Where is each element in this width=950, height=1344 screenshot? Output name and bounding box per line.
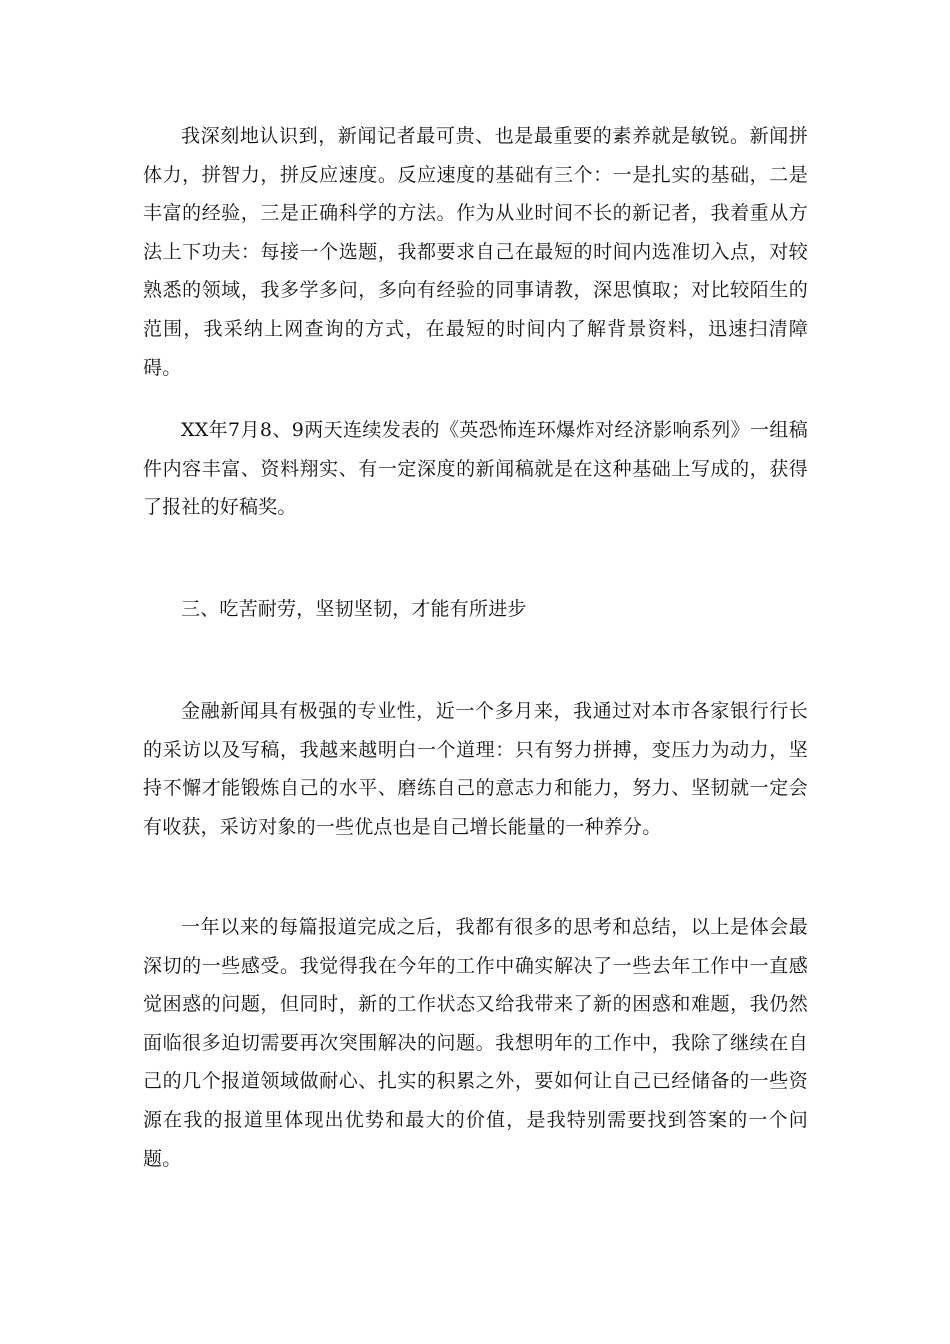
paragraph-financial-news: 金融新闻具有极强的专业性，近一个多月来，我通过对本市各家银行行长的采访以及写稿，我越来越明白一个道理：只有努力拼搏，变压力为动力，坚持不懈才能锻炼自己的水平、磨练自己的意志力和能力，努力、坚韧就一定会有收获，采访对象的一些优点也是自己增长能量的一种养分。 xyxy=(143,700,808,838)
paragraph-award-article: XX年7月8、9两天连续发表的《英恐怖连环爆炸对经济影响系列》一组稿件内容丰富、资料翔实、有一定深度的新闻稿就是在这种基础上写成的，获得了报社的好稿奖。 xyxy=(143,419,808,519)
paragraph-summary: 一年以来的每篇报道完成之后，我都有很多的思考和总结，以上是体会最深切的一些感受。我觉得我在今年的工作中确实解决了一些去年工作中一直感觉困惑的问题，但同时，新的工作状态又给我带来了新的困惑和难题，我仍然面临很多迫切需要再次突围解决的问题。我想明年的工作中，我除了继续在自己的几个报道领域做耐心、扎实的积累之外，要如何让自己已经储备的一些资源在我的报道里体现出优势和最大的价值，是我特别需要找到答案的一个问题。 xyxy=(143,916,808,1170)
section-heading-hard-work: 三、吃苦耐劳，坚韧坚韧，才能有所进步 xyxy=(181,598,527,620)
paragraph-sensitivity: 我深刻地认识到，新闻记者最可贵、也是最重要的素养就是敏锐。新闻拼体力，拼智力，拼反应速度。反应速度的基础有三个：一是扎实的基础，二是丰富的经验，三是正确科学的方法。作为从业时间不长的新记者，我着重从方法上下功夫：每接一个选题，我都要求自己在最短的时间内选准切入点，对较熟悉的领域，我多学多问，多向有经验的同事请教，深思慎取；对比较陌生的范围，我采纳上网查询的方式，在最短的时间内了解背景资料，迅速扫清障碍。 xyxy=(143,125,808,379)
